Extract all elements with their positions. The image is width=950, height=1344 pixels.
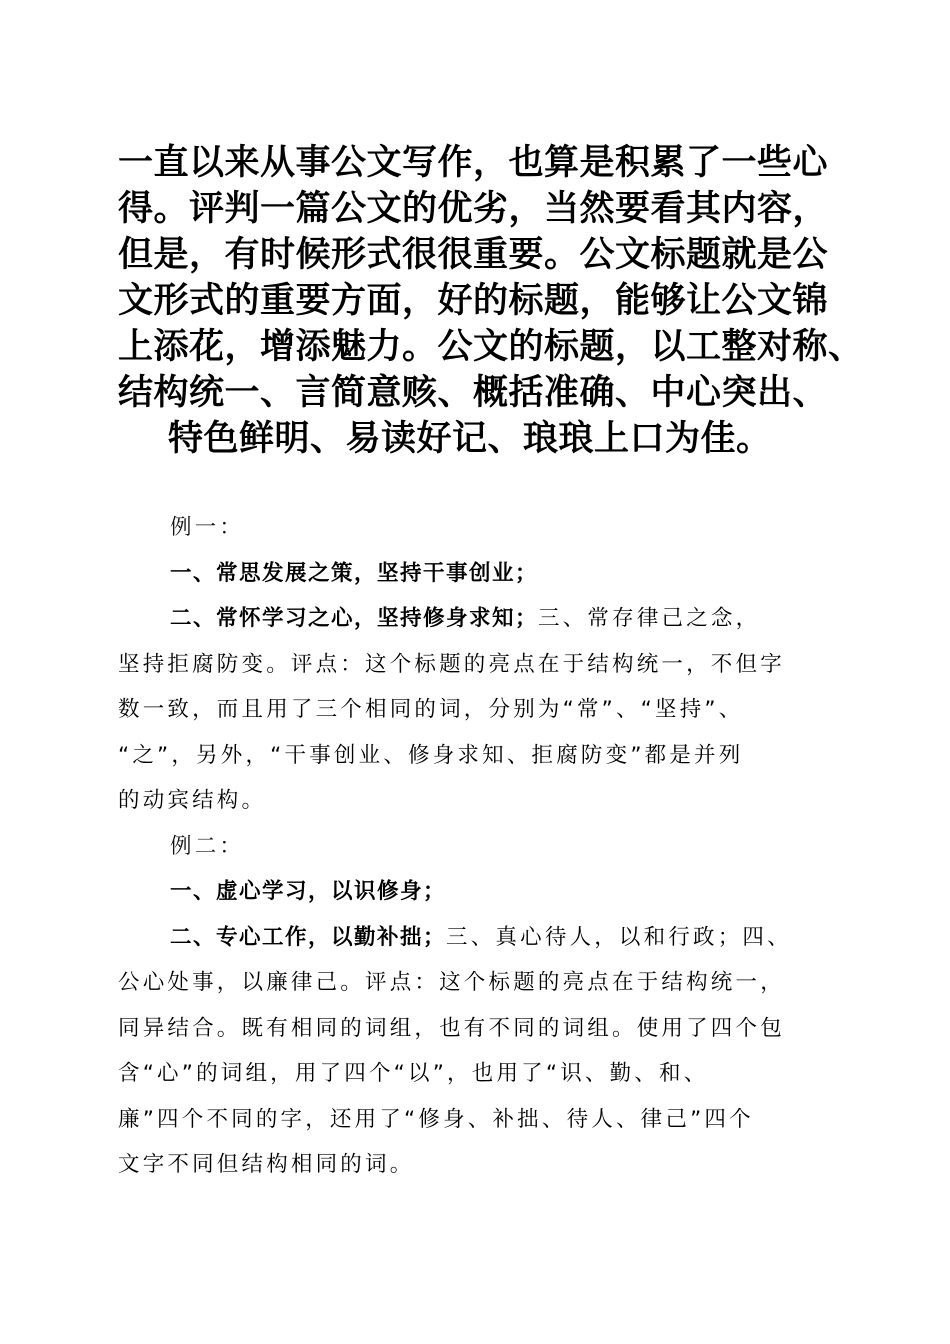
example-one-line: 的动宾结构。: [118, 788, 267, 813]
example-one-heading-2: 二、常怀学习之心，坚持修身求知；: [170, 606, 539, 631]
intro-line: 文形式的重要方面，好的标题，能够让公文锦: [118, 280, 829, 321]
intro-line: 得。评判一篇公文的优劣，当然要看其内容，: [118, 188, 829, 229]
example-two-line: 同异结合。既有相同的词组，也有不同的词组。使用了四个包: [118, 1015, 785, 1041]
example-two-heading-line: [118, 915, 848, 961]
intro-line: 结构统一、言简意赅、概括准确、中心突出、: [118, 372, 829, 413]
example-two-line: 廉”四个不同的字，还用了“修身、补拙、待人、律己”四个: [118, 1106, 754, 1132]
example-two-line: 文字不同但结构相同的词。: [118, 1152, 415, 1177]
intro-line: 但是，有时候形式很很重要。公文标题就是公: [118, 234, 829, 275]
intro-line: 特色鲜明、易读好记、琅琅上口为佳。: [168, 418, 772, 459]
example-one-heading-1: 一、常思发展之策，坚持干事创业；: [170, 560, 539, 586]
example-one-heading-3: 三、常存律己之念，: [538, 606, 761, 631]
example-one-line: 数一致，而且用了三个相同的词，分别为“常”、“坚持”、: [118, 697, 744, 722]
example-two-heading-2: 二、专心工作，以勤补拙；: [170, 924, 447, 950]
example-two-line: 含“心”的词组，用了四个“以”，也用了“识、勤、和、: [118, 1061, 709, 1086]
intro-paragraph: [118, 140, 864, 462]
example-one-label: 例一：: [170, 515, 245, 540]
example-two-line: 公心处事，以廉律己。评点：这个标题的亮点在于结构统一，: [118, 970, 785, 995]
example-one-line: 坚持拒腐防变。评点：这个标题的亮点在于结构统一，不但字: [118, 651, 785, 677]
intro-line: 上添花，增添魅力。公文的标题，以工整对称、: [118, 326, 864, 367]
example-one-heading-line: [118, 596, 848, 642]
example-two-heading-1: 一、虚心学习，以识修身；: [170, 879, 447, 904]
intro-line: 一直以来从事公文写作，也算是积累了一些心: [118, 142, 829, 183]
example-one-line: “之”，另外，“干事创业、修身求知、拒腐防变”都是并列: [118, 742, 744, 768]
example-two-label: 例二：: [170, 833, 245, 859]
example-two-heading-3: 三、真心待人，以和行政；四、: [446, 924, 792, 950]
body-text: [118, 505, 848, 1188]
